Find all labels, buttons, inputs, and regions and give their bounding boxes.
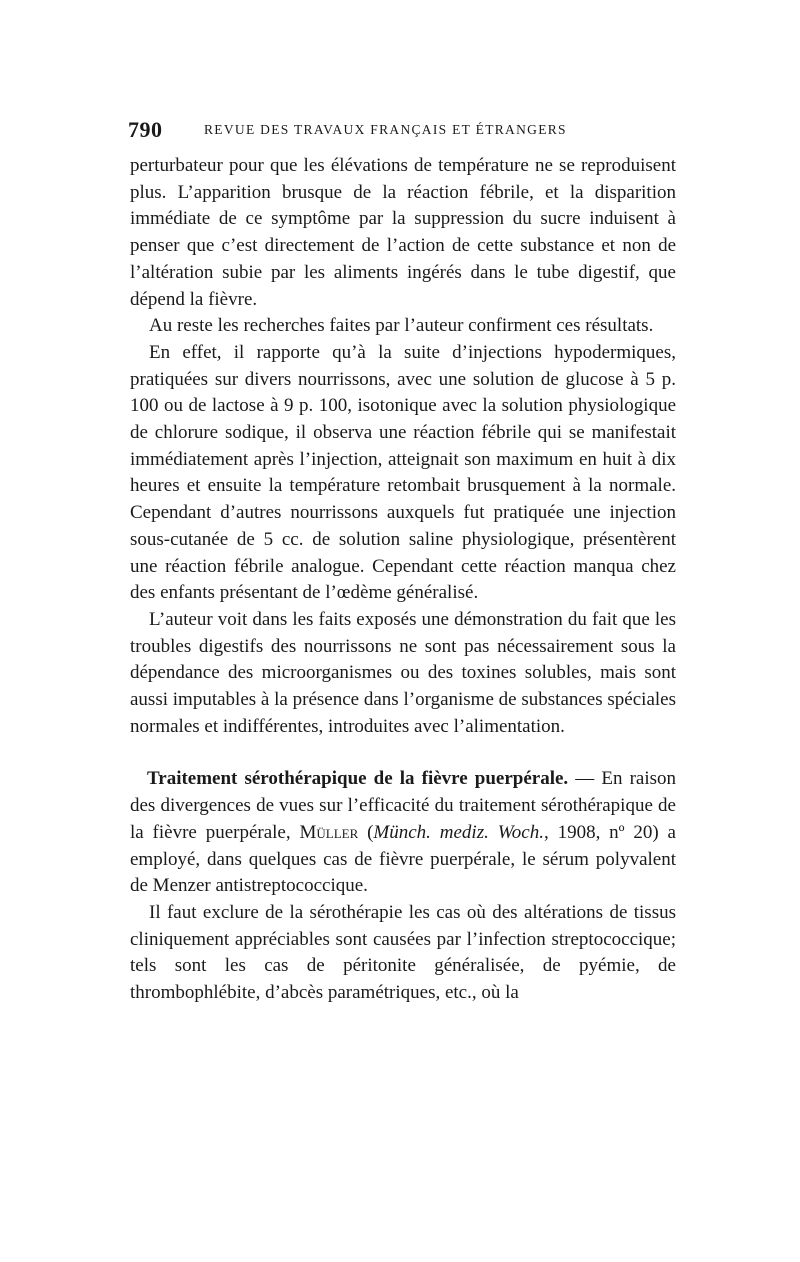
section-text-b: ( (358, 821, 374, 843)
paragraph-exclusion: Il faut exclure de la sérothérapie les cas où des altérations de tissus cliniquement appréciables sont causées par l’infection streptococcique; tels sont les cas de péritonite généralisée, de pyémie, de thrombophlébite, d’abcès paramétriques, etc., où la (130, 901, 676, 1004)
author-name: Müller (299, 821, 359, 843)
body-text (130, 153, 676, 1007)
paragraph-conclusion: L’auteur voit dans les faits exposés une démonstration du fait que les troubles digestifs des nourrissons ne sont pas nécessairement sous la dépendance des microorganismes ou des toxines solubles, mais sont aussi imputables à la présence dans l’organisme de substances spéciales normales et indifférentes, introduites avec l’alimentation. (130, 608, 676, 737)
section-text-a: En raison des divergences de vues sur l’efficacité du traitement sérothérapique de la fièvre puerpérale, (130, 768, 677, 843)
paragraph-continued: perturbateur pour que les élévations de température ne se reproduisent plus. L’apparition brusque de la réaction fébrile, et la disparition immédiate de ce symptôme par la suppression du sucre induisent à penser que c’est directement de l’action de cette substance et non de l’altération subie par les aliments ingérés dans le tube digestif, que dépend la fièvre. (130, 155, 676, 310)
section-title: Traitement sérothérapique de la fièvre puerpérale. (147, 768, 569, 790)
section-text-c: , 1908, nº 20) a employé, dans quelques cas de fièvre puerpérale, le sérum polyvalent de Menzer antistreptococcique. (130, 821, 676, 897)
page-header (128, 117, 676, 141)
section-dash: — (568, 768, 602, 790)
running-title: REVUE DES TRAVAUX FRANÇAIS ET ÉTRANGERS (204, 122, 567, 137)
paragraph-injections: En effet, il rapporte qu’à la suite d’injections hypodermiques, pratiquées sur divers nourrissons, avec une solution de glucose à 5 p. 100 ou de lactose à 9 p. 100, isotonique avec la solution physiologique de chlorure sodique, il observa une réaction fébrile qui se manifestait immédiatement après l’injection, atteignait son maximum en huit à dix heures et ensuite la température retombait brusquement à la normale. Cependant d’autres nourrissons auxquels fut pratiquée une injection sous-cutanée de 5 cc. de solution saline physiologique, présentèrent une réaction fébrile analogue. Cependant cette réaction manqua chez des enfants présentant de l’œdème généralisé. (130, 341, 676, 604)
page-number: 790 (128, 117, 163, 142)
paragraph-results: Au reste les recherches faites par l’auteur confirment ces résultats. (149, 315, 654, 337)
journal-name: Münch. mediz. Woch. (373, 821, 544, 843)
paragraph-serotherapy (130, 766, 676, 900)
